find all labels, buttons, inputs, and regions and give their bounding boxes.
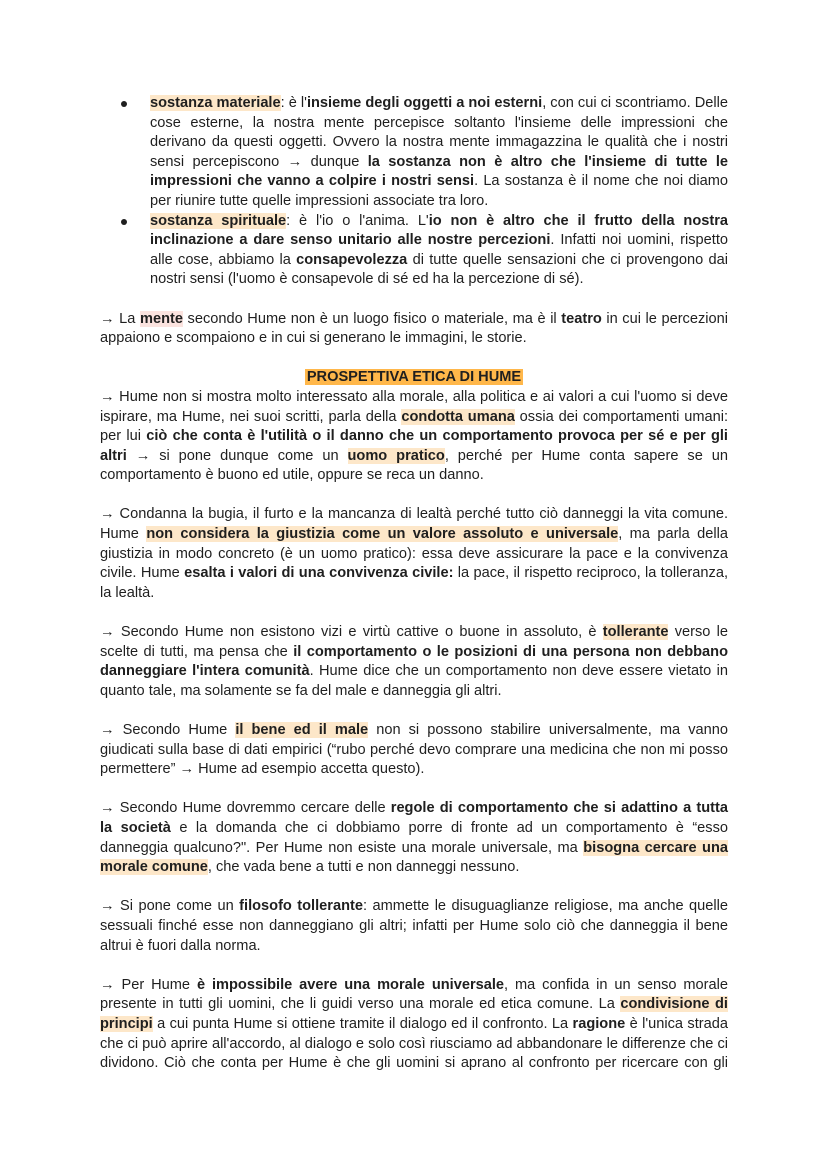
paragraph: → Per Hume è impossibile avere una morale universale, ma confida in un senso morale presente in tutti gli uomini, che li guidi verso una morale ed etica comune. La condivisione di principi a cui punta Hume si ottiene tramite il dialogo ed il confronto. La ragione è l'unica strada che ci può aprire all'accordo, al dialogo e solo così riusciamo ad abbandonare le differenze che ci dividono. Ciò che conta per Hume è che gli uomini si aprano al confronto per ricercare con gli — [100, 976, 728, 1072]
document-page — [100, 94, 728, 1074]
list-item: sostanza spirituale: è l'io o l'anima. L'io non è altro che il frutto della nostra inclinazione a dare senso unitario alle nostre percezioni. Infatti noi uomini, rispetto alle cose, abbiamo la consapevolezza di tutte quelle sensazioni che ci provengono dai nostri sensi (l'uomo è consapevole di sé ed ha la percezione di sé). — [150, 212, 728, 290]
section-title-wrap — [100, 368, 728, 388]
paragraph: → Si pone come un filosofo tollerante: ammette le disuguaglianze religiose, ma anche quelle sessuali finché esse non danneggiano gli altri; infatti per Hume solo ciò che danneggia il bene altrui è fuori dalla norma. — [100, 898, 729, 954]
bullet-dot — [121, 101, 127, 107]
list-item: sostanza materiale: è l'insieme degli oggetti a noi esterni, con cui ci scontriamo. Delle cose esterne, la nostra mente percepisce soltanto l'insieme delle impressioni che derivano da questi oggetti. Ovvero la nostra mente immagazzina le qualità che i nostri sensi percepiscono → dunque la sostanza non è altro che l'insieme di tutte le impressioni che vanno a colpire i nostri sensi. La sostanza è il nome che noi diamo per riunire tutte quelle impressioni associate tra loro. — [150, 94, 728, 212]
substance-list — [100, 94, 728, 290]
paragraph-mente: → La mente secondo Hume non è un luogo fisico o materiale, ma è il teatro in cui le percezioni appaiono e scompaiono e in cui si generano le immagini, le storie. — [100, 310, 728, 347]
highlighted-term: sostanza spirituale — [150, 212, 287, 229]
paragraph: → Secondo Hume il bene ed il male non si possono stabilire universalmente, ma vanno giudicati sulla base di dati empirici (“rubo perché devo comprare una medicina che non mi posso permettere” → Hume ad esempio accetta questo). — [100, 722, 728, 778]
paragraph: → Condanna la bugia, il furto e la mancanza di lealtà perché tutto ciò danneggi la vita comune. Hume non considera la giustizia come un valore assoluto e universale, ma parla della giustizia in modo concreto (è un uomo pratico): essa deve assicurare la pace e la convivenza civile. Hume esalta i valori di una convivenza civile: la pace, il rispetto reciproco, la tolleranza, la lealtà. — [100, 506, 728, 601]
paragraph: → Secondo Hume dovremmo cercare delle regole di comportamento che si adattino a tutta la società e la domanda che ci dobbiamo porre di fronte ad un comportamento è “esso danneggia qualcuno?". Per Hume non esiste una morale universale, ma bisogna cercare una morale comune, che vada bene a tutti e non danneggi nessuno. — [100, 800, 728, 876]
highlighted-term: sostanza materiale — [150, 95, 281, 111]
bullet-dot — [121, 219, 127, 225]
section-title: PROSPETTIVA ETICA DI HUME — [306, 369, 522, 386]
paragraph: → Secondo Hume non esistono vizi e virtù cattive o buone in assoluto, è tollerante verso le scelte di tutti, ma pensa che il comportamento o le posizioni di una persona non debbano danneggiare l'intera comunità. Hume dice che un comportamento non deve essere vietato in quanto tale, ma solamente se fa del male e danneggia gli altri. — [100, 624, 728, 699]
paragraph: → Hume non si mostra molto interessato alla morale, alla politica e ai valori a cui l'uomo si deve ispirare, ma Hume, nei suoi scritti, parla della condotta umana ossia dei comportamenti umani: per lui ciò che conta è l'utilità o il danno che un comportamento provoca per sé e per gli altri → si pone dunque come un uomo pratico, perché per Hume conta sapere se un comportamento è buono ed utile, oppure se reca un danno. — [100, 388, 729, 484]
